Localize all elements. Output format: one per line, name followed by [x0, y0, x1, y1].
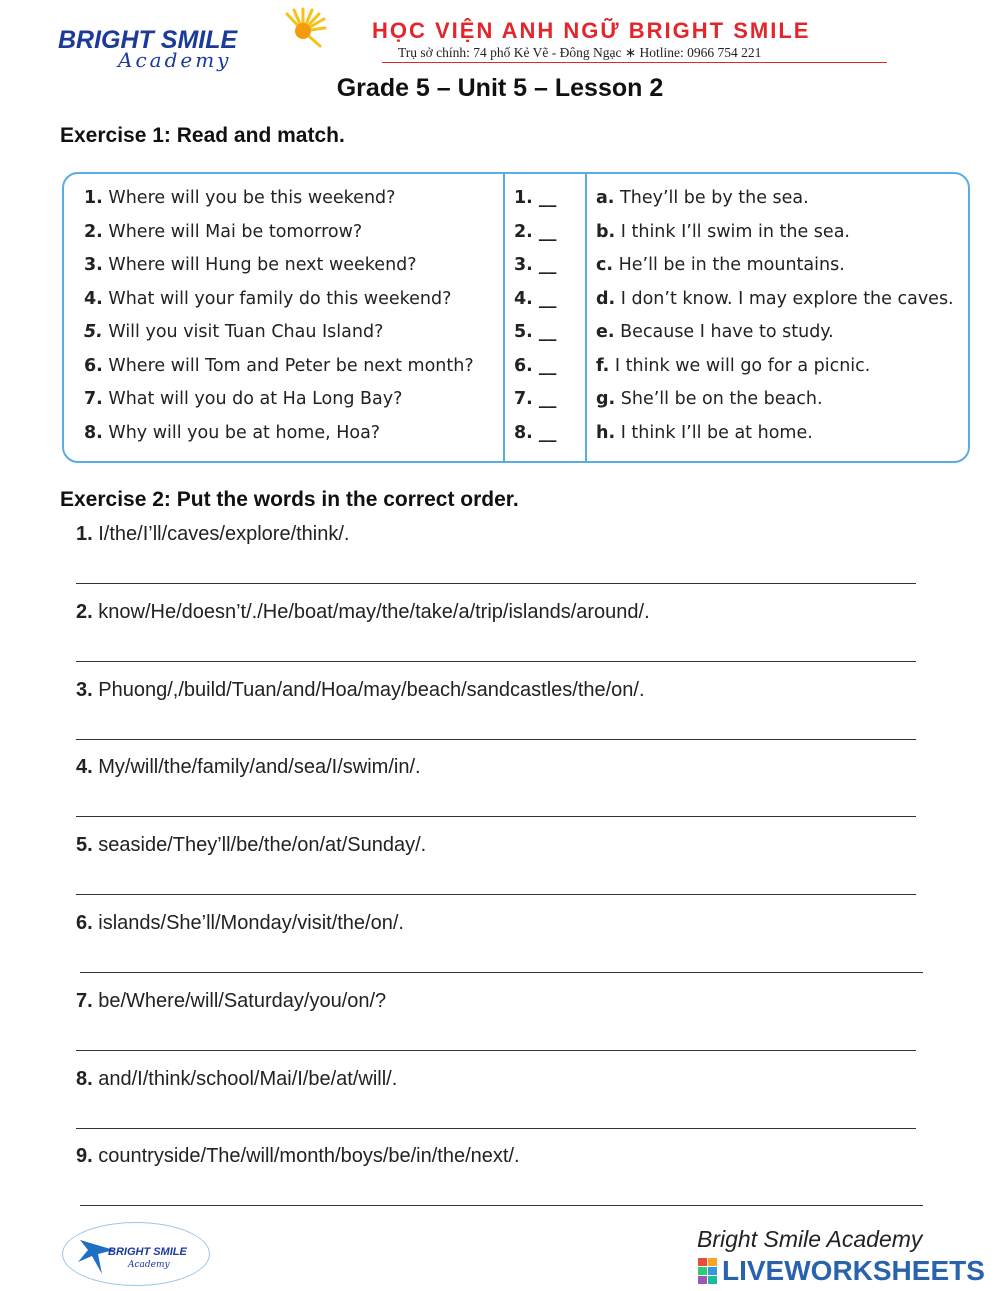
answer-slot[interactable]: 4. __ [514, 288, 557, 309]
match-question: 6. Where will Tom and Peter be next month? [84, 355, 474, 376]
answer-line[interactable] [76, 894, 916, 895]
answer-slot[interactable]: 7. __ [514, 389, 557, 409]
answer-line[interactable] [76, 1050, 916, 1051]
match-question: 4. What will your family do this weekend? [84, 288, 452, 309]
match-table [62, 172, 970, 463]
match-answer: g. She’ll be on the beach. [596, 389, 823, 409]
match-question: 5. Will you visit Tuan Chau Island? [84, 322, 384, 342]
answer-slot[interactable]: 3. __ [514, 255, 557, 275]
reorder-item: 4. My/will/the/family/and/sea/I/swim/in/. [76, 756, 421, 779]
reorder-item: 2. know/He/doesn’t/./He/boat/may/the/take/a/trip/islands/around/. [76, 600, 650, 623]
match-question: 2. Where will Mai be tomorrow? [84, 221, 363, 242]
match-answer: d. I don’t know. I may explore the caves. [596, 288, 954, 309]
match-question: 3. Where will Hung be next weekend? [84, 255, 417, 275]
match-answer: b. I think I’ll swim in the sea. [596, 221, 850, 242]
exercise2-title: Exercise 2: Put the words in the correct order. [60, 488, 519, 511]
answer-line[interactable] [80, 1205, 923, 1206]
reorder-item: 8. and/I/think/school/Mai/I/be/at/will/. [76, 1067, 398, 1090]
footer-logo-text: BRIGHT SMILE [108, 1246, 187, 1258]
reorder-item: 7. be/Where/will/Saturday/you/on/? [76, 989, 387, 1012]
answer-slot[interactable]: 1. __ [514, 188, 557, 208]
match-question: 8. Why will you be at home, Hoa? [84, 422, 381, 443]
match-answer: e. Because I have to study. [596, 322, 834, 342]
answer-slot[interactable]: 6. __ [514, 355, 557, 376]
answer-line[interactable] [76, 661, 916, 662]
answer-line[interactable] [76, 816, 916, 817]
answer-line[interactable] [76, 583, 916, 584]
answer-slot[interactable]: 5. __ [514, 322, 557, 342]
footer-logo-subtext: Academy [128, 1260, 170, 1270]
reorder-item: 1. I/the/I’ll/caves/explore/think/. [76, 523, 350, 545]
match-table-divider [585, 172, 587, 463]
institute-name: HỌC VIỆN ANH NGỮ BRIGHT SMILE [372, 18, 811, 43]
answer-line[interactable] [76, 739, 916, 740]
match-answer: c. He’ll be in the mountains. [596, 255, 845, 275]
answer-slot[interactable]: 8. __ [514, 422, 557, 443]
academy-logo-subtext: Academy [118, 48, 232, 72]
match-answer: a. They’ll be by the sea. [596, 188, 809, 208]
academy-logo-text: BRIGHT SMILE [58, 26, 238, 54]
reorder-item: 6. islands/She’ll/Monday/visit/the/on/. [76, 912, 404, 934]
exercise1-title: Exercise 1: Read and match. [60, 124, 345, 147]
match-answer: h. I think I’ll be at home. [596, 422, 813, 443]
liveworksheets-logo-icon [698, 1258, 718, 1284]
sun-logo-icon [278, 6, 328, 56]
match-answer: f. I think we will go for a picnic. [596, 355, 871, 376]
reorder-item: 5. seaside/They’ll/be/the/on/at/Sunday/. [76, 834, 427, 857]
liveworksheets-wordmark: LIVEWORKSHEETS [722, 1255, 985, 1286]
match-question: 1. Where will you be this weekend? [84, 188, 396, 208]
answer-line[interactable] [76, 1128, 916, 1129]
reorder-item: 9. countryside/The/will/month/boys/be/in/the/next/. [76, 1145, 520, 1168]
answer-slot[interactable]: 2. __ [514, 221, 557, 242]
reorder-item: 3. Phuong/,/build/Tuan/and/Hoa/may/beach/sandcastles/the/on/. [76, 678, 645, 701]
match-question: 7. What will you do at Ha Long Bay? [84, 389, 403, 409]
footer-brand: Bright Smile Academy [697, 1226, 923, 1252]
institute-address: Trụ sở chính: 74 phố Kẻ Vẽ - Đông Ngạc ∗ Hotline: 0966 754 221 [398, 45, 762, 60]
answer-line[interactable] [80, 972, 923, 973]
match-table-divider [503, 172, 505, 463]
header-divider [382, 62, 887, 63]
page-title: Grade 5 – Unit 5 – Lesson 2 [336, 74, 664, 102]
